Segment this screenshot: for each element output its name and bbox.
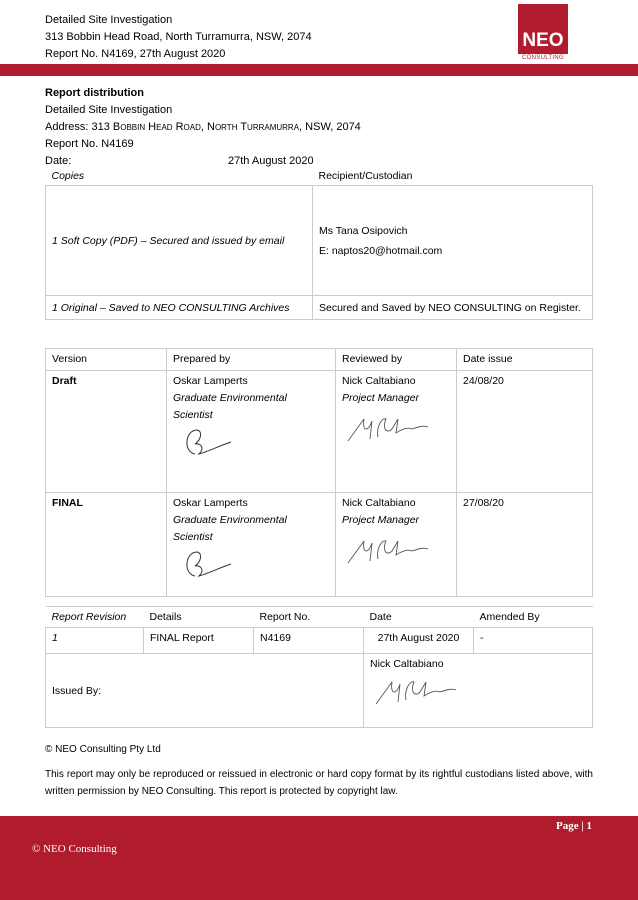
reviewer-name: Nick Caltabiano: [342, 375, 416, 387]
revision-number: 1: [46, 628, 144, 654]
reportno-header: Report No.: [254, 607, 364, 628]
revision-report-no: N4169: [254, 628, 364, 654]
preparer-name: Oskar Lamperts: [173, 497, 248, 509]
date-final: 27/08/20: [457, 493, 593, 597]
revision-table: [45, 606, 593, 728]
reviewer-signature: [342, 529, 432, 567]
logo-word: NEO: [518, 4, 568, 54]
recipient-email: E: naptos20@hotmail.com: [319, 244, 443, 257]
version-draft: Draft: [46, 371, 167, 493]
reviewer-name: Nick Caltabiano: [342, 497, 416, 509]
recipient-soft: [313, 186, 593, 296]
preparer-title: Graduate Environmental Scientist: [173, 514, 287, 543]
logo-sub: CONSULTING: [522, 55, 564, 61]
copies-header: Copies: [46, 167, 313, 186]
prepared-header: Prepared by: [167, 349, 336, 371]
reviewer-signature: [342, 407, 432, 445]
recipient-name: Ms Tana Osipovich: [319, 224, 408, 237]
page-number: Page | 1: [555, 820, 592, 832]
details-header: Details: [144, 607, 254, 628]
revision-date: 27th August 2020: [364, 628, 474, 654]
reviewer-cell: [336, 493, 457, 597]
reviewer-cell: [336, 371, 457, 493]
issued-by-name: Nick Caltabiano: [370, 658, 444, 670]
distribution-block: [45, 85, 361, 170]
date-header: Date: [364, 607, 474, 628]
version-header: Version: [46, 349, 167, 371]
version-table: [45, 348, 593, 597]
recipient-header: Recipient/Custodian: [313, 167, 593, 186]
header-address: 313 Bobbin Head Road, North Turramurra, NSW, 2074: [45, 31, 312, 43]
distribution-address: [45, 119, 361, 136]
copyright-notice: This report may only be reproduced or reissued in electronic or hard copy format by its rightful custodians listed above, with written permission by NEO Consulting. This report is protected by copyright law.: [45, 769, 593, 797]
date-draft: 24/08/20: [457, 371, 593, 493]
table-row: [46, 628, 593, 654]
header-report: Report No. N4169, 27th August 2020: [45, 48, 226, 60]
preparer-name: Oskar Lamperts: [173, 375, 248, 387]
reviewer-title: Project Manager: [342, 514, 420, 526]
copies-table: [45, 167, 593, 320]
header-band: [0, 64, 638, 76]
header-title: Detailed Site Investigation: [45, 14, 173, 26]
distribution-title: Report distribution: [45, 87, 144, 99]
date-label: Date:: [45, 155, 72, 167]
footer-copyright: © NEO Consulting: [32, 843, 117, 855]
footer-band: [0, 816, 638, 900]
page-header: [45, 12, 312, 63]
amended-header: Amended By: [474, 607, 593, 628]
issued-by-label: Issued By:: [46, 654, 364, 728]
copy-original: 1 Original – Saved to NEO CONSULTING Archives: [46, 296, 313, 320]
preparer-cell: [167, 493, 336, 597]
copy-soft: 1 Soft Copy (PDF) – Secured and issued by email: [46, 186, 313, 296]
version-final: FINAL: [46, 493, 167, 597]
address-value: 313 Bobbin Head Road, North Turramurra, NSW, 2074: [91, 121, 361, 133]
revision-details: FINAL Report: [144, 628, 254, 654]
preparer-signature: [173, 424, 237, 460]
neo-logo: [518, 4, 568, 61]
preparer-cell: [167, 371, 336, 493]
reviewed-header: Reviewed by: [336, 349, 457, 371]
distribution-subtitle: Detailed Site Investigation: [45, 104, 173, 116]
date-issue-header: Date issue: [457, 349, 593, 371]
revision-amended: -: [474, 628, 593, 654]
preparer-title: Graduate Environmental Scientist: [173, 392, 287, 421]
reviewer-title: Project Manager: [342, 392, 420, 404]
revision-header: Report Revision: [46, 607, 144, 628]
table-row: [46, 493, 593, 597]
preparer-signature: [173, 546, 237, 582]
distribution-report-no: Report No. N4169: [45, 138, 134, 150]
table-row: [46, 371, 593, 493]
issuer-signature: [370, 670, 460, 708]
issued-by-cell: [364, 654, 593, 728]
date-value: 27th August 2020: [228, 155, 314, 167]
copyright-line: © NEO Consulting Pty Ltd: [45, 744, 161, 755]
recipient-original: Secured and Saved by NEO CONSULTING on Register.: [313, 296, 593, 320]
address-label: Address:: [45, 121, 92, 133]
